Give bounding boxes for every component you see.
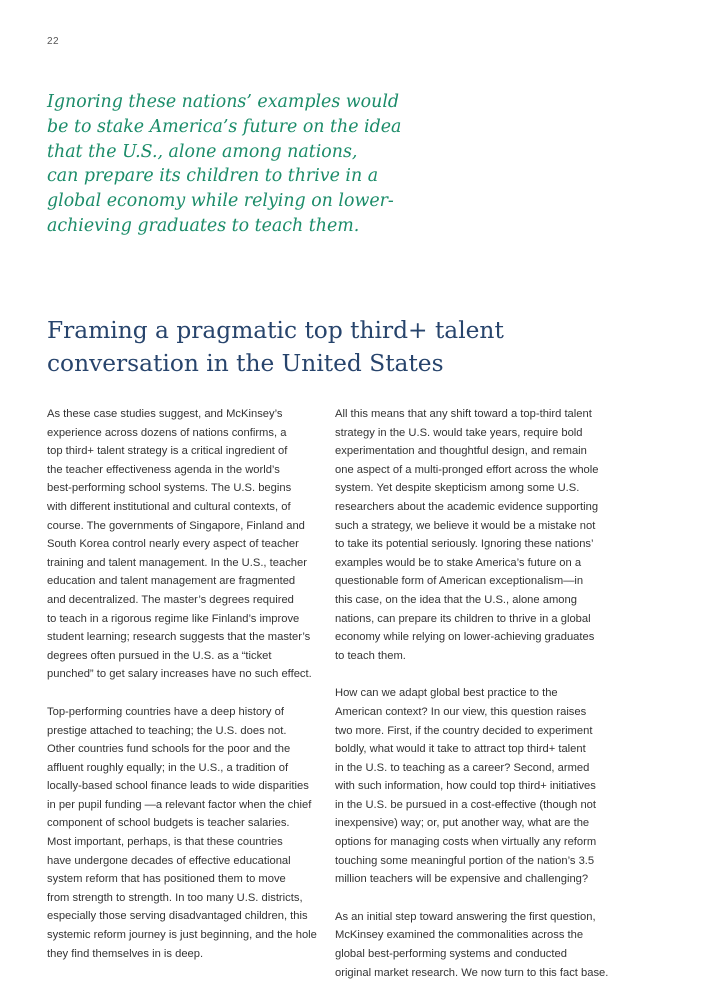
text-line: in the U.S. to teaching as a career? Second, armed [335,761,590,774]
text-line: to teach them. [335,649,406,662]
text-line: system reform that has positioned them to move [47,873,286,886]
text-line: this case, on the idea that the U.S., alone among [335,593,577,606]
text-line: experimentation and thoughtful design, and remain [335,445,587,458]
text-line: affluent roughly equally; in the U.S., a tradition of [47,761,289,774]
text-line: one aspect of a multi-pronged effort across the whole [335,463,599,476]
text-line: prestige attached to teaching; the U.S. does not. [47,724,287,737]
text-line: to take its potential seriously. Ignoring these nations’ [335,538,594,551]
text-line: strategy in the U.S. would take years, require bold [335,426,583,439]
text-line: touching some meaningful portion of the nation’s 3.5 [335,854,595,867]
body-paragraph [47,703,332,963]
text-line: million teachers will be expensive and challenging? [335,873,589,886]
pull-quote-line: Ignoring these nations’ examples would [47,92,400,112]
text-line: inexpensive) way; or, put another way, what are the [335,817,590,830]
pull-quote-line: global economy while relying on lower- [47,191,394,212]
text-line: especially those serving disadvantaged children, this [47,910,308,923]
text-line: punched” to get salary increases have no such effect. [47,668,312,681]
pull-quote [47,90,447,239]
body-paragraph [335,908,625,982]
pull-quote-line: can prepare its children to thrive in a [47,166,379,187]
text-line: original market research. We now turn to this fact base. [335,966,609,979]
text-line: experience across dozens of nations confirms, a [47,426,287,439]
text-line: South Korea control nearly every aspect of teacher [47,538,299,551]
text-line: systemic reform journey is just beginning, and the hole [47,929,317,942]
section-heading-line: Framing a pragmatic top third+ talent [47,317,504,344]
text-line: options for managing costs when virtually any reform [335,836,597,849]
text-line: Top-performing countries have a deep history of [47,705,284,718]
text-line: examples would be to stake America’s future on a [335,556,582,569]
pull-quote-line: that the U.S., alone among nations, [47,141,358,162]
text-line: How can we adapt global best practice to the [335,687,558,700]
pull-quote-line: achieving graduates to teach them. [47,215,360,236]
text-line: top third+ talent strategy is a critical ingredient of [47,445,288,458]
text-line: McKinsey examined the commonalities across the [335,929,584,942]
text-line: researchers about the academic evidence supporting [335,500,599,513]
text-line: As these case studies suggest, and McKinsey’s [47,408,283,420]
text-line: locally-based school finance leads to wide disparities [47,780,309,793]
text-line: they find themselves in is deep. [47,947,204,960]
text-line: student learning; research suggests that the master’s [47,631,311,644]
text-line: boldly, what would it take to attract top third+ talent [335,743,586,756]
text-line: with different institutional and cultural contexts, of [47,500,291,513]
text-line: from strength to strength. In too many U.S. districts, [47,891,303,904]
text-line: global best-performing systems and conducted [335,948,567,961]
text-line: All this means that any shift toward a top-third talent [335,408,592,420]
text-line: Most important, perhaps, is that these countries [47,836,283,849]
text-line: economy while relying on lower-achieving graduates [335,631,595,644]
text-line: best-performing school systems. The U.S. begins [47,482,292,495]
right-column [335,405,625,1001]
pull-quote-line: be to stake America’s future on the idea [47,116,402,137]
body-paragraph [335,684,625,889]
text-line: training and talent management. In the U.S., teacher [47,556,307,569]
section-heading-line: conversation in the United States [47,350,444,377]
text-line: and decentralized. The master’s degrees required [47,593,294,606]
section-heading [47,314,687,380]
text-line: to teach in a rigorous regime like Finland’s improve [47,612,300,625]
text-line: component of school budgets is teacher salaries. [47,817,290,830]
text-line: two more. First, if the country decided to experiment [335,724,593,737]
page-number: 22 [47,36,60,47]
text-line: in per pupil funding —a relevant factor when the chief [47,798,312,811]
text-line: with such information, how could top third+ initiatives [335,780,596,793]
text-line: system. Yet despite skepticism among some U.S. [335,482,580,495]
text-line: in the U.S. be pursued in a cost-effective (though not [335,798,596,811]
left-column [47,405,332,982]
text-line: American context? In our view, this question raises [335,705,587,718]
body-paragraph [335,405,625,665]
text-line: such a strategy, we believe it would be a mistake not [335,519,596,532]
text-line: have undergone decades of effective educational [47,854,291,867]
text-line: course. The governments of Singapore, Finland and [47,519,305,532]
text-line: the teacher effectiveness agenda in the world’s [47,463,280,476]
text-line: As an initial step toward answering the first question, [335,910,596,923]
text-line: degrees often pursued in the U.S. as a “ticket [47,649,272,662]
body-paragraph [47,405,332,684]
text-line: questionable form of American exceptionalism—in [335,575,584,588]
text-line: Other countries fund schools for the poor and the [47,743,291,756]
text-line: education and talent management are fragmented [47,575,296,588]
text-line: nations, can prepare its children to thrive in a global [335,612,591,625]
